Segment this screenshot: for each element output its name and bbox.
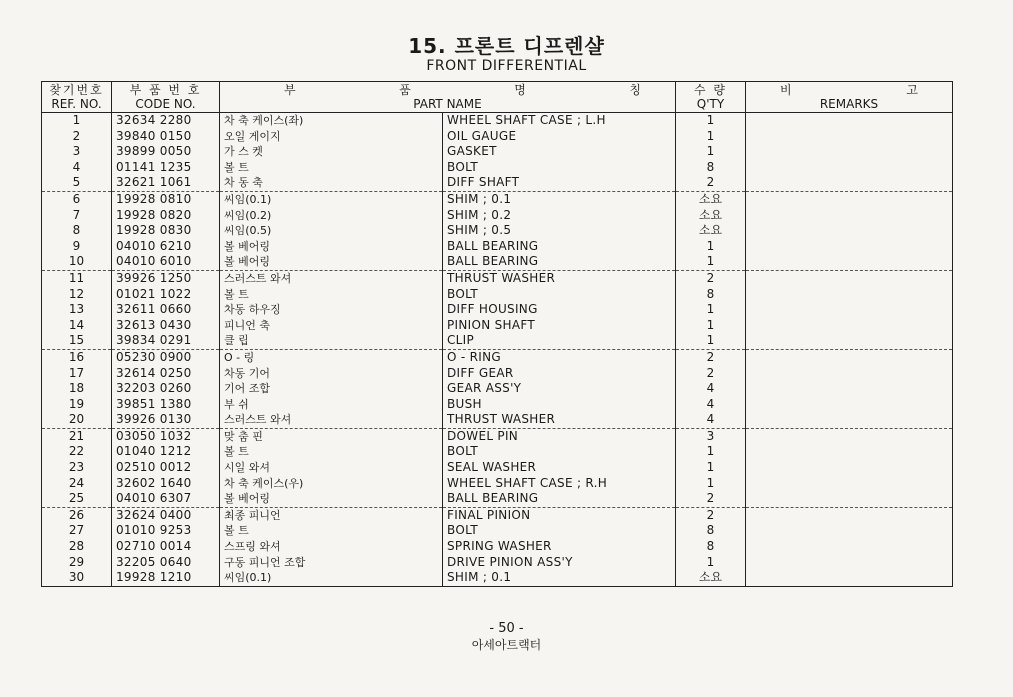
cell-remarks [746, 366, 953, 382]
cell-qty: 1 [676, 476, 746, 492]
cell-qty: 2 [676, 270, 746, 286]
cell-name-kr: 스프링 와셔 [220, 539, 443, 555]
cell-name-en: DIFF GEAR [443, 366, 676, 382]
cell-remarks [746, 302, 953, 318]
cell-ref: 8 [42, 223, 112, 239]
cell-name-en: DOWEL PIN [443, 428, 676, 444]
cell-qty: 1 [676, 302, 746, 318]
cell-code: 32611 0660 [112, 302, 220, 318]
cell-name-en: GASKET [443, 144, 676, 160]
cell-name-kr: 차 동 축 [220, 175, 443, 191]
cell-name-en: THRUST WASHER [443, 270, 676, 286]
table-row [42, 460, 953, 476]
cell-remarks [746, 491, 953, 507]
cell-ref: 23 [42, 460, 112, 476]
cell-code: 04010 6010 [112, 254, 220, 270]
table-row [42, 523, 953, 539]
brand-name: 아세아트랙터 [471, 638, 542, 652]
cell-remarks [746, 397, 953, 413]
cell-code: 19928 0810 [112, 191, 220, 207]
cell-qty: 8 [676, 160, 746, 176]
cell-name-kr: 부 쉬 [220, 397, 443, 413]
cell-name-en: WHEEL SHAFT CASE ; R.H [443, 476, 676, 492]
cell-qty: 2 [676, 491, 746, 507]
cell-remarks [746, 460, 953, 476]
cell-ref: 28 [42, 539, 112, 555]
cell-ref: 1 [42, 113, 112, 129]
parts-table [41, 81, 953, 587]
cell-ref: 20 [42, 412, 112, 428]
cell-ref: 4 [42, 160, 112, 176]
cell-remarks [746, 507, 953, 523]
cell-code: 32624 0400 [112, 507, 220, 523]
cell-qty: 2 [676, 507, 746, 523]
cell-remarks [746, 144, 953, 160]
cell-ref: 26 [42, 507, 112, 523]
cell-name-kr: 볼 트 [220, 444, 443, 460]
cell-name-en: WHEEL SHAFT CASE ; L.H [443, 113, 676, 129]
cell-remarks [746, 160, 953, 176]
cell-remarks [746, 287, 953, 303]
cell-code: 32613 0430 [112, 318, 220, 334]
cell-name-kr: 기어 조합 [220, 381, 443, 397]
cell-code: 01141 1235 [112, 160, 220, 176]
cell-ref: 25 [42, 491, 112, 507]
cell-name-en: CLIP [443, 333, 676, 349]
table-row [42, 129, 953, 145]
table-row [42, 270, 953, 286]
cell-name-kr: 시일 와셔 [220, 460, 443, 476]
table-row [42, 476, 953, 492]
cell-code: 01010 9253 [112, 523, 220, 539]
cell-qty: 4 [676, 412, 746, 428]
cell-name-kr: 씨임(0.5) [220, 223, 443, 239]
cell-qty: 8 [676, 539, 746, 555]
cell-ref: 12 [42, 287, 112, 303]
cell-qty: 소요 [676, 191, 746, 207]
table-row [42, 428, 953, 444]
cell-name-kr: 볼 트 [220, 160, 443, 176]
cell-ref: 13 [42, 302, 112, 318]
table-row [42, 507, 953, 523]
cell-name-en: DIFF SHAFT [443, 175, 676, 191]
cell-code: 02510 0012 [112, 460, 220, 476]
cell-ref: 9 [42, 239, 112, 255]
cell-remarks [746, 523, 953, 539]
cell-remarks [746, 428, 953, 444]
parts-table-body [42, 113, 953, 587]
table-row [42, 491, 953, 507]
cell-remarks [746, 333, 953, 349]
cell-name-kr: 가 스 켓 [220, 144, 443, 160]
header-part-name: 부 품 명 칭 PART NAME [220, 82, 676, 113]
cell-remarks [746, 476, 953, 492]
cell-name-en: SHIM ; 0.2 [443, 208, 676, 224]
cell-qty: 1 [676, 555, 746, 571]
cell-ref: 29 [42, 555, 112, 571]
cell-remarks [746, 555, 953, 571]
cell-remarks [746, 539, 953, 555]
cell-remarks [746, 270, 953, 286]
cell-name-en: FINAL PINION [443, 507, 676, 523]
cell-ref: 30 [42, 570, 112, 586]
cell-name-en: SEAL WASHER [443, 460, 676, 476]
cell-name-en: BUSH [443, 397, 676, 413]
cell-remarks [746, 223, 953, 239]
cell-qty: 소요 [676, 570, 746, 586]
cell-ref: 24 [42, 476, 112, 492]
cell-code: 32614 0250 [112, 366, 220, 382]
cell-remarks [746, 175, 953, 191]
table-row [42, 366, 953, 382]
cell-code: 01040 1212 [112, 444, 220, 460]
table-row [42, 397, 953, 413]
cell-qty: 4 [676, 381, 746, 397]
cell-name-kr: 차 축 케이스(좌) [220, 113, 443, 129]
cell-name-en: PINION SHAFT [443, 318, 676, 334]
table-row [42, 239, 953, 255]
cell-remarks [746, 113, 953, 129]
cell-name-kr: 볼 베어링 [220, 239, 443, 255]
cell-remarks [746, 254, 953, 270]
cell-ref: 11 [42, 270, 112, 286]
cell-name-en: BOLT [443, 523, 676, 539]
cell-ref: 7 [42, 208, 112, 224]
cell-remarks [746, 208, 953, 224]
cell-ref: 5 [42, 175, 112, 191]
cell-qty: 1 [676, 254, 746, 270]
cell-name-kr: 씨임(0.1) [220, 191, 443, 207]
cell-name-kr: O - 링 [220, 349, 443, 365]
cell-remarks [746, 570, 953, 586]
cell-name-kr: 차 축 케이스(우) [220, 476, 443, 492]
cell-remarks [746, 444, 953, 460]
cell-qty: 1 [676, 129, 746, 145]
cell-name-kr: 구동 피니언 조합 [220, 555, 443, 571]
table-row [42, 113, 953, 129]
cell-code: 05230 0900 [112, 349, 220, 365]
cell-ref: 19 [42, 397, 112, 413]
table-row [42, 333, 953, 349]
cell-ref: 15 [42, 333, 112, 349]
cell-qty: 1 [676, 333, 746, 349]
table-row [42, 175, 953, 191]
cell-name-kr: 최종 피니언 [220, 507, 443, 523]
table-row [42, 144, 953, 160]
cell-code: 03050 1032 [112, 428, 220, 444]
table-row [42, 381, 953, 397]
cell-qty: 2 [676, 349, 746, 365]
cell-name-kr: 스러스트 와셔 [220, 270, 443, 286]
cell-code: 39926 0130 [112, 412, 220, 428]
cell-name-kr: 씨임(0.1) [220, 570, 443, 586]
cell-qty: 소요 [676, 208, 746, 224]
cell-name-en: BALL BEARING [443, 254, 676, 270]
cell-name-en: DRIVE PINION ASS'Y [443, 555, 676, 571]
cell-name-kr: 스러스트 와셔 [220, 412, 443, 428]
cell-name-en: BALL BEARING [443, 491, 676, 507]
cell-name-en: SHIM ; 0.1 [443, 191, 676, 207]
cell-ref: 3 [42, 144, 112, 160]
cell-remarks [746, 129, 953, 145]
cell-qty: 2 [676, 366, 746, 382]
cell-remarks [746, 349, 953, 365]
cell-code: 32203 0260 [112, 381, 220, 397]
table-row [42, 208, 953, 224]
cell-remarks [746, 412, 953, 428]
table-row [42, 160, 953, 176]
table-row [42, 444, 953, 460]
cell-qty: 8 [676, 287, 746, 303]
cell-qty: 3 [676, 428, 746, 444]
table-row [42, 349, 953, 365]
cell-qty: 1 [676, 460, 746, 476]
cell-name-kr: 클 립 [220, 333, 443, 349]
cell-remarks [746, 318, 953, 334]
cell-code: 39834 0291 [112, 333, 220, 349]
cell-name-kr: 볼 베어링 [220, 254, 443, 270]
cell-ref: 22 [42, 444, 112, 460]
cell-name-kr: 볼 베어링 [220, 491, 443, 507]
table-row [42, 223, 953, 239]
cell-name-kr: 차동 기어 [220, 366, 443, 382]
header-qty: 수 량 Q'TY [676, 82, 746, 113]
cell-qty: 4 [676, 397, 746, 413]
cell-name-kr: 씨임(0.2) [220, 208, 443, 224]
cell-name-en: GEAR ASS'Y [443, 381, 676, 397]
header-code: 부 품 번 호 CODE NO. [112, 82, 220, 113]
cell-name-kr: 오일 게이지 [220, 129, 443, 145]
cell-qty: 8 [676, 523, 746, 539]
table-row [42, 412, 953, 428]
cell-name-en: DIFF HOUSING [443, 302, 676, 318]
cell-remarks [746, 239, 953, 255]
cell-ref: 10 [42, 254, 112, 270]
title-english: FRONT DIFFERENTIAL [426, 58, 587, 74]
cell-ref: 18 [42, 381, 112, 397]
cell-code: 32205 0640 [112, 555, 220, 571]
cell-ref: 14 [42, 318, 112, 334]
cell-code: 19928 0830 [112, 223, 220, 239]
cell-ref: 6 [42, 191, 112, 207]
cell-code: 39840 0150 [112, 129, 220, 145]
cell-code: 19928 0820 [112, 208, 220, 224]
table-row [42, 555, 953, 571]
cell-qty: 2 [676, 175, 746, 191]
cell-name-en: SHIM ; 0.5 [443, 223, 676, 239]
cell-name-en: BOLT [443, 287, 676, 303]
cell-remarks [746, 191, 953, 207]
table-row [42, 302, 953, 318]
table-row [42, 539, 953, 555]
page-number: - 50 - [489, 621, 524, 636]
table-header [42, 82, 953, 113]
cell-name-en: BOLT [443, 160, 676, 176]
cell-name-en: OIL GAUGE [443, 129, 676, 145]
cell-name-en: O - RING [443, 349, 676, 365]
cell-code: 32634 2280 [112, 113, 220, 129]
cell-code: 19928 1210 [112, 570, 220, 586]
table-row [42, 318, 953, 334]
cell-qty: 1 [676, 239, 746, 255]
cell-qty: 소요 [676, 223, 746, 239]
cell-qty: 1 [676, 318, 746, 334]
cell-qty: 1 [676, 144, 746, 160]
cell-ref: 17 [42, 366, 112, 382]
cell-code: 32621 1061 [112, 175, 220, 191]
cell-name-kr: 피니언 축 [220, 318, 443, 334]
cell-name-en: SPRING WASHER [443, 539, 676, 555]
cell-name-en: BOLT [443, 444, 676, 460]
header-remarks: 비 고 REMARKS [746, 82, 953, 113]
cell-remarks [746, 381, 953, 397]
cell-qty: 1 [676, 444, 746, 460]
cell-code: 32602 1640 [112, 476, 220, 492]
table-row [42, 570, 953, 586]
cell-name-kr: 볼 트 [220, 523, 443, 539]
cell-name-en: SHIM ; 0.1 [443, 570, 676, 586]
cell-name-kr: 맞 춤 핀 [220, 428, 443, 444]
cell-name-kr: 차동 하우징 [220, 302, 443, 318]
title-korean: 15. 프론트 디프렌샬 [408, 34, 605, 58]
cell-code: 01021 1022 [112, 287, 220, 303]
cell-qty: 1 [676, 113, 746, 129]
table-row [42, 287, 953, 303]
table-row [42, 191, 953, 207]
cell-code: 02710 0014 [112, 539, 220, 555]
cell-name-en: BALL BEARING [443, 239, 676, 255]
cell-name-en: THRUST WASHER [443, 412, 676, 428]
cell-code: 04010 6210 [112, 239, 220, 255]
cell-code: 39899 0050 [112, 144, 220, 160]
cell-ref: 21 [42, 428, 112, 444]
cell-code: 39926 1250 [112, 270, 220, 286]
header-ref: 찾기번호 REF. NO. [42, 82, 112, 113]
table-row [42, 254, 953, 270]
cell-name-kr: 볼 트 [220, 287, 443, 303]
cell-ref: 2 [42, 129, 112, 145]
cell-ref: 16 [42, 349, 112, 365]
cell-code: 39851 1380 [112, 397, 220, 413]
cell-ref: 27 [42, 523, 112, 539]
cell-code: 04010 6307 [112, 491, 220, 507]
